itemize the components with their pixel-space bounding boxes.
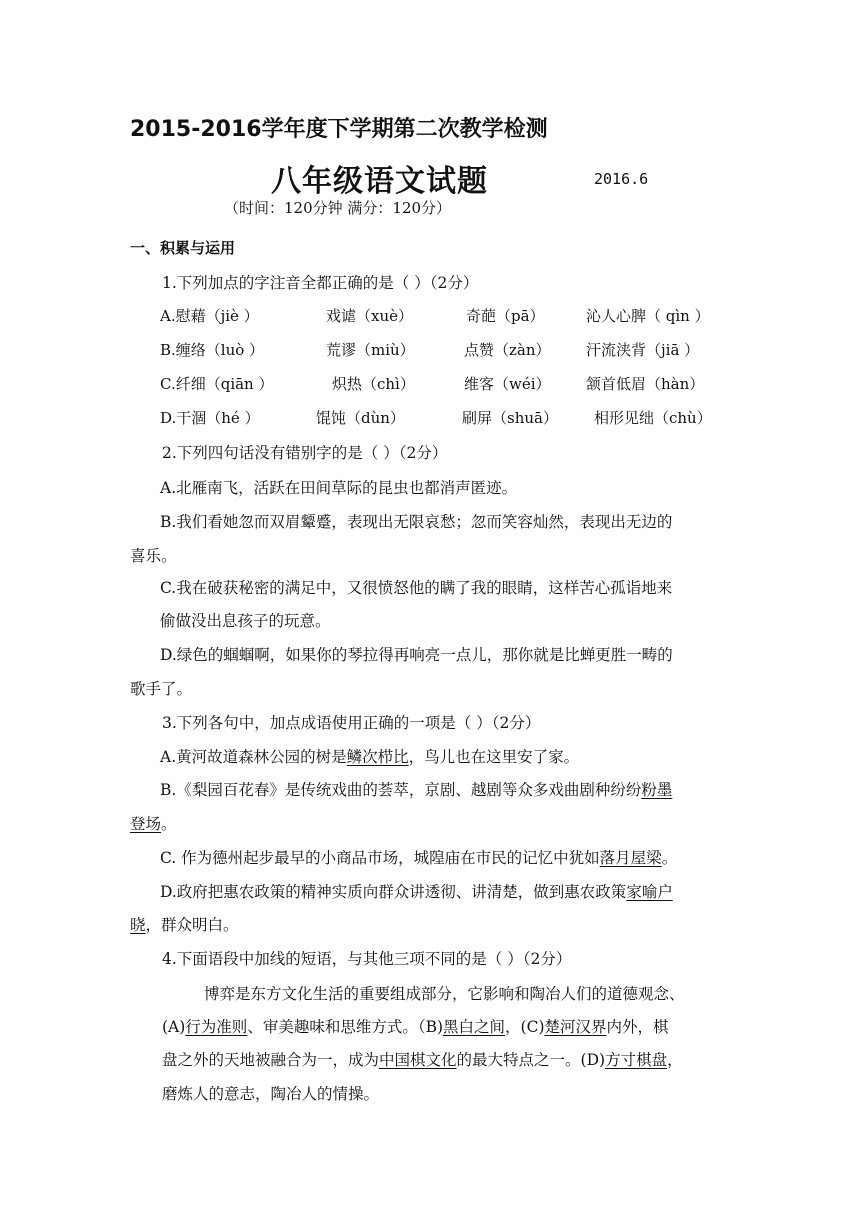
text-span: B.《梨园百花春》是传统戏曲的荟萃，京剧、越剧等众多戏曲剧种纷纷 [160, 781, 642, 799]
text-span: 盘之外的天地被融合为一，成为 [162, 1051, 380, 1069]
text-span: C. 作为德州起步最早的小商品市场，城隍庙在市民的记忆中犹如 [160, 849, 600, 867]
option-cell: 维客（wéi） [464, 375, 551, 393]
question-2-option-d-line2: 歌手了。 [130, 680, 193, 698]
text-span: ，鸟儿也在这里安了家。 [408, 748, 580, 766]
underlined-idiom: 登场 [130, 815, 162, 833]
question-2-stem: 2.下列四句话没有错别字的是（ ）（2分） [162, 444, 448, 462]
question-2-option-b-line2: 喜乐。 [130, 547, 177, 565]
option-cell: 戏谑（xuè） [326, 307, 413, 325]
question-3-option-b-line2 [130, 812, 177, 834]
question-4-passage-line4: 磨炼人的意志，陶冶人的情操。 [162, 1085, 380, 1103]
option-cell: D.干涸（hé ） [160, 409, 260, 427]
option-cell: 相形见绌（chù） [594, 409, 712, 427]
question-3-option-a [160, 745, 579, 767]
question-2-option-d-line1: D.绿色的蝈蝈啊，如果你的琴拉得再响亮一点儿，那你就是比蝉更胜一畴的 [160, 646, 673, 664]
option-cell: A.慰藉（jiè ） [160, 307, 259, 325]
underlined-idiom: 落月屋梁 [599, 849, 662, 867]
question-2-option-c-line1: C.我在破获秘密的满足中，又很愤怒他的瞒了我的眼睛，这样苦心孤诣地来 [160, 579, 673, 597]
exam-time-score: （时间：120分钟 满分：120分） [224, 199, 452, 217]
text-span: (A) [162, 1018, 186, 1036]
underlined-phrase: 黑白之间 [443, 1018, 506, 1036]
option-cell: 刷屏（shuā） [462, 409, 558, 427]
text-span: ，群众明白。 [145, 916, 239, 934]
question-2-option-b-line1: B.我们看她忽而双眉颦蹙，表现出无限哀愁；忽而笑容灿然，表现出无边的 [160, 513, 673, 531]
question-3-stem: 3.下列各句中，加点成语使用正确的一项是（ ）（2分） [162, 714, 541, 732]
underlined-phrase: 楚河汉界 [544, 1018, 607, 1036]
option-cell: 点赞（zàn） [464, 341, 551, 359]
question-4-stem: 4.下面语段中加线的短语，与其他三项不同的是（ ）（2分） [162, 950, 572, 968]
question-1-stem: 1.下列加点的字注音全都正确的是（ ）（2分） [162, 274, 479, 292]
exam-date: 2016.6 [594, 170, 649, 188]
underlined-idiom: 家喻户 [626, 883, 673, 901]
question-4-passage-line1: 博弈是东方文化生活的重要组成部分，它影响和陶冶人们的道德观念、 [204, 985, 685, 1003]
question-3-option-d-line1 [160, 880, 673, 902]
question-1-option-a [160, 305, 710, 326]
exam-title-line1: 2015-2016学年度下学期第二次教学检测 [130, 117, 548, 142]
option-cell: B.缠络（luò ） [160, 341, 265, 359]
question-1-option-c [160, 373, 704, 394]
underlined-idiom: 晓 [130, 916, 146, 934]
question-3-option-c [160, 846, 677, 868]
question-4-passage-line2 [162, 1015, 669, 1037]
text-span: 的最大特点之一。(D) [456, 1051, 606, 1069]
question-4-passage-line3 [162, 1048, 683, 1070]
text-span: 内外，棋 [606, 1018, 669, 1036]
option-cell: 奇葩（pā） [466, 307, 545, 325]
underlined-idiom: 粉墨 [641, 781, 673, 799]
option-cell: C.纤细（qiān ） [160, 375, 274, 393]
option-cell: 荒谬（miù） [326, 341, 415, 359]
underlined-phrase: 行为准则 [185, 1018, 248, 1036]
text-span: 。 [661, 849, 678, 867]
text-span: ，(C) [505, 1018, 545, 1036]
underlined-phrase: 方寸棋盘 [605, 1051, 668, 1069]
question-1-option-b [160, 339, 699, 360]
text-span: 。 [161, 815, 177, 833]
underlined-idiom: 鳞次栉比 [346, 748, 409, 766]
option-cell: 沁人心脾（ qìn ） [586, 307, 710, 325]
exam-title-line2: 八年级语文试题 [271, 164, 488, 199]
option-cell: 颔首低眉（hàn） [586, 375, 705, 393]
option-cell: 汗流浃背（jiā ） [586, 341, 700, 359]
text-span: ， [667, 1051, 683, 1069]
text-span: A.黄河故道森林公园的树是 [160, 748, 347, 766]
option-cell: 馄饨（dùn） [316, 409, 405, 427]
question-2-option-c-line2: 偷做没出息孩子的玩意。 [160, 612, 331, 630]
text-span: D.政府把惠农政策的精神实质向群众讲透彻、讲清楚，做到惠农政策 [160, 883, 627, 901]
text-span: 、审美趣味和思维方式。（B) [247, 1018, 444, 1036]
underlined-phrase: 中国棋文化 [379, 1051, 457, 1069]
question-3-option-b-line1 [160, 778, 672, 800]
question-1-option-d [160, 407, 712, 428]
section-heading: 一、积累与运用 [130, 239, 236, 257]
question-2-option-a: A.北雁南飞，活跃在田间草际的昆虫也都消声匿迹。 [160, 479, 518, 497]
question-3-option-d-line2 [130, 913, 239, 935]
option-cell: 炽热（chì） [332, 375, 415, 393]
